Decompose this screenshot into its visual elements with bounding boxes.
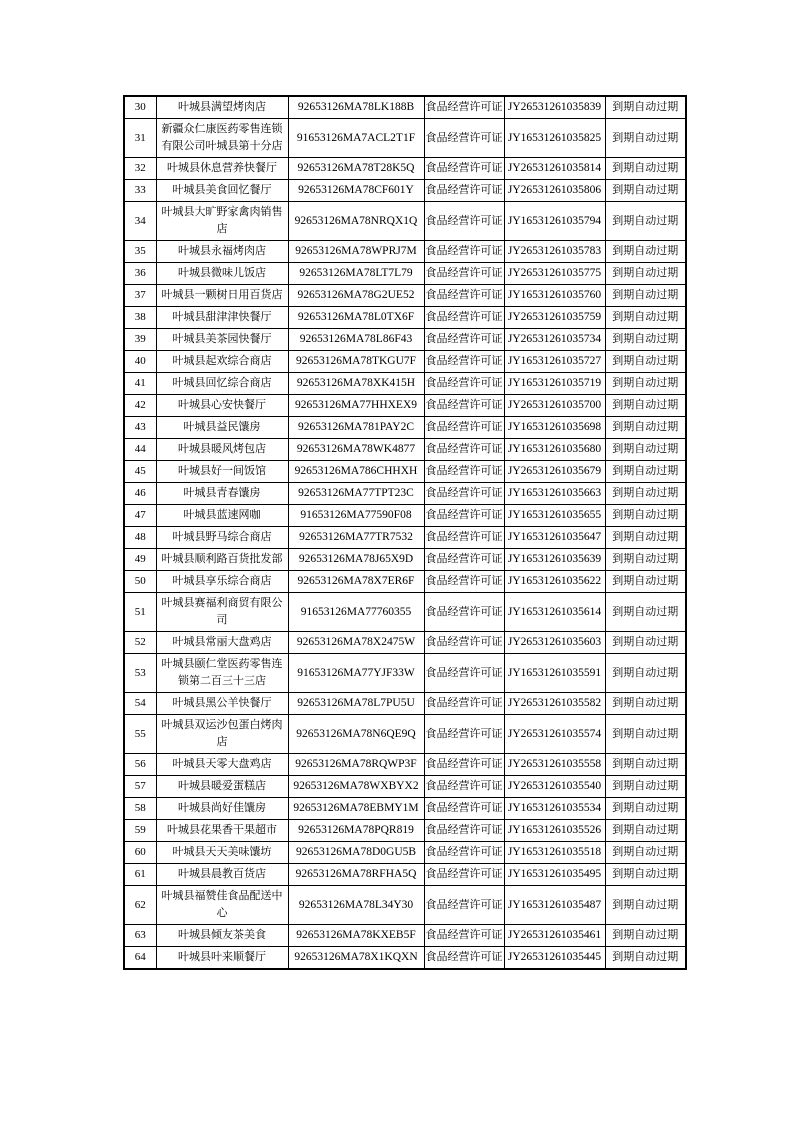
cell-license-type: 食品经营许可证 xyxy=(424,549,504,571)
cell-status: 到期自动过期 xyxy=(605,351,686,373)
cell-license-number: JY16531261035698 xyxy=(504,417,605,439)
business-license-table xyxy=(123,95,687,970)
cell-row-number: 32 xyxy=(124,158,156,180)
cell-status: 到期自动过期 xyxy=(605,925,686,947)
cell-license-type: 食品经营许可证 xyxy=(424,96,504,119)
table-row xyxy=(124,632,686,654)
table-row xyxy=(124,329,686,351)
cell-status: 到期自动过期 xyxy=(605,461,686,483)
cell-row-number: 46 xyxy=(124,483,156,505)
table-row xyxy=(124,754,686,776)
cell-license-number: JY16531261035719 xyxy=(504,373,605,395)
cell-row-number: 41 xyxy=(124,373,156,395)
cell-license-type: 食品经营许可证 xyxy=(424,632,504,654)
cell-business-name: 叶城县顺利路百货批发部 xyxy=(156,549,288,571)
cell-credit-code: 92653126MA78TKGU7F xyxy=(288,351,424,373)
cell-business-name: 叶城县微味儿饭店 xyxy=(156,263,288,285)
cell-status: 到期自动过期 xyxy=(605,654,686,693)
cell-license-number: JY16531261035655 xyxy=(504,505,605,527)
cell-status: 到期自动过期 xyxy=(605,395,686,417)
cell-row-number: 50 xyxy=(124,571,156,593)
table-row xyxy=(124,417,686,439)
cell-credit-code: 92653126MA78X7ER6F xyxy=(288,571,424,593)
table-row xyxy=(124,886,686,925)
cell-business-name: 叶城县回忆综合商店 xyxy=(156,373,288,395)
table-row xyxy=(124,263,686,285)
table-row xyxy=(124,820,686,842)
cell-credit-code: 91653126MA77590F08 xyxy=(288,505,424,527)
cell-business-name: 叶城县蓝速网咖 xyxy=(156,505,288,527)
cell-status: 到期自动过期 xyxy=(605,693,686,715)
cell-business-name: 叶城县福赞佳食品配送中心 xyxy=(156,886,288,925)
cell-row-number: 43 xyxy=(124,417,156,439)
cell-credit-code: 92653126MA78RFHA5Q xyxy=(288,864,424,886)
cell-business-name: 叶城县心安快餐厅 xyxy=(156,395,288,417)
cell-credit-code: 92653126MA78L34Y30 xyxy=(288,886,424,925)
cell-business-name: 叶城县满望烤肉店 xyxy=(156,96,288,119)
cell-row-number: 57 xyxy=(124,776,156,798)
cell-status: 到期自动过期 xyxy=(605,96,686,119)
cell-row-number: 64 xyxy=(124,947,156,970)
cell-business-name: 叶城县美茶园快餐厅 xyxy=(156,329,288,351)
cell-row-number: 51 xyxy=(124,593,156,632)
table-row xyxy=(124,285,686,307)
cell-license-number: JY16531261035727 xyxy=(504,351,605,373)
table-row xyxy=(124,505,686,527)
cell-status: 到期自动过期 xyxy=(605,202,686,241)
cell-status: 到期自动过期 xyxy=(605,864,686,886)
cell-row-number: 47 xyxy=(124,505,156,527)
table-row xyxy=(124,439,686,461)
cell-status: 到期自动过期 xyxy=(605,329,686,351)
cell-credit-code: 92653126MA77TPT23C xyxy=(288,483,424,505)
table-row xyxy=(124,373,686,395)
table-row xyxy=(124,202,686,241)
cell-row-number: 35 xyxy=(124,241,156,263)
table-row xyxy=(124,527,686,549)
cell-business-name: 叶城县倾友茶美食 xyxy=(156,925,288,947)
cell-license-type: 食品经营许可证 xyxy=(424,158,504,180)
cell-license-type: 食品经营许可证 xyxy=(424,439,504,461)
cell-license-type: 食品经营许可证 xyxy=(424,119,504,158)
cell-business-name: 叶城县尚好佳馕房 xyxy=(156,798,288,820)
cell-license-number: JY26531261035775 xyxy=(504,263,605,285)
cell-status: 到期自动过期 xyxy=(605,886,686,925)
cell-status: 到期自动过期 xyxy=(605,180,686,202)
cell-row-number: 54 xyxy=(124,693,156,715)
cell-license-type: 食品经营许可证 xyxy=(424,307,504,329)
cell-status: 到期自动过期 xyxy=(605,798,686,820)
cell-credit-code: 92653126MA78X2475W xyxy=(288,632,424,654)
cell-license-type: 食品经营许可证 xyxy=(424,593,504,632)
table-body xyxy=(124,96,686,969)
cell-credit-code: 92653126MA786CHHXH xyxy=(288,461,424,483)
cell-license-type: 食品经营许可证 xyxy=(424,241,504,263)
cell-row-number: 55 xyxy=(124,715,156,754)
cell-license-type: 食品经营许可证 xyxy=(424,925,504,947)
cell-business-name: 叶城县黑公羊快餐厅 xyxy=(156,693,288,715)
cell-row-number: 53 xyxy=(124,654,156,693)
cell-license-number: JY26531261035558 xyxy=(504,754,605,776)
cell-license-number: JY26531261035603 xyxy=(504,632,605,654)
cell-business-name: 叶城县好一间饭馆 xyxy=(156,461,288,483)
cell-row-number: 49 xyxy=(124,549,156,571)
cell-license-type: 食品经营许可证 xyxy=(424,285,504,307)
cell-row-number: 60 xyxy=(124,842,156,864)
table-row xyxy=(124,549,686,571)
cell-row-number: 56 xyxy=(124,754,156,776)
cell-license-type: 食品经营许可证 xyxy=(424,329,504,351)
cell-business-name: 叶城县赛福利商贸有限公司 xyxy=(156,593,288,632)
cell-row-number: 39 xyxy=(124,329,156,351)
cell-row-number: 30 xyxy=(124,96,156,119)
cell-credit-code: 92653126MA78LT7L79 xyxy=(288,263,424,285)
cell-license-type: 食品经营许可证 xyxy=(424,180,504,202)
cell-license-number: JY26531261035734 xyxy=(504,329,605,351)
cell-business-name: 叶城县休息营养快餐厅 xyxy=(156,158,288,180)
cell-credit-code: 92653126MA78J65X9D xyxy=(288,549,424,571)
cell-credit-code: 91653126MA77760355 xyxy=(288,593,424,632)
cell-status: 到期自动过期 xyxy=(605,527,686,549)
cell-business-name: 叶城县大旷野家禽肉销售店 xyxy=(156,202,288,241)
cell-row-number: 36 xyxy=(124,263,156,285)
cell-license-number: JY16531261035591 xyxy=(504,654,605,693)
cell-license-type: 食品经营许可证 xyxy=(424,263,504,285)
table-row xyxy=(124,483,686,505)
cell-row-number: 34 xyxy=(124,202,156,241)
cell-license-number: JY16531261035622 xyxy=(504,571,605,593)
cell-credit-code: 92653126MA78PQR819 xyxy=(288,820,424,842)
cell-credit-code: 91653126MA77YJF33W xyxy=(288,654,424,693)
cell-row-number: 48 xyxy=(124,527,156,549)
cell-status: 到期自动过期 xyxy=(605,632,686,654)
cell-row-number: 59 xyxy=(124,820,156,842)
cell-credit-code: 92653126MA78WPRJ7M xyxy=(288,241,424,263)
cell-license-number: JY26531261035574 xyxy=(504,715,605,754)
cell-status: 到期自动过期 xyxy=(605,158,686,180)
cell-row-number: 61 xyxy=(124,864,156,886)
cell-status: 到期自动过期 xyxy=(605,241,686,263)
cell-credit-code: 92653126MA78LK188B xyxy=(288,96,424,119)
cell-license-number: JY16531261035663 xyxy=(504,483,605,505)
cell-license-type: 食品经营许可证 xyxy=(424,947,504,970)
cell-license-number: JY16531261035526 xyxy=(504,820,605,842)
cell-status: 到期自动过期 xyxy=(605,571,686,593)
cell-license-number: JY26531261035679 xyxy=(504,461,605,483)
cell-credit-code: 92653126MA78XK415H xyxy=(288,373,424,395)
cell-business-name: 叶城县天天美味馕坊 xyxy=(156,842,288,864)
cell-status: 到期自动过期 xyxy=(605,439,686,461)
cell-row-number: 62 xyxy=(124,886,156,925)
cell-license-type: 食品经营许可证 xyxy=(424,395,504,417)
table-row xyxy=(124,241,686,263)
cell-license-number: JY16531261035534 xyxy=(504,798,605,820)
cell-row-number: 45 xyxy=(124,461,156,483)
cell-license-number: JY16531261035647 xyxy=(504,527,605,549)
cell-license-type: 食品经营许可证 xyxy=(424,527,504,549)
cell-row-number: 38 xyxy=(124,307,156,329)
cell-license-type: 食品经营许可证 xyxy=(424,417,504,439)
cell-license-type: 食品经营许可证 xyxy=(424,798,504,820)
cell-status: 到期自动过期 xyxy=(605,285,686,307)
table-row xyxy=(124,96,686,119)
cell-status: 到期自动过期 xyxy=(605,715,686,754)
table-row xyxy=(124,654,686,693)
cell-license-number: JY16531261035825 xyxy=(504,119,605,158)
cell-credit-code: 92653126MA77TR7532 xyxy=(288,527,424,549)
cell-status: 到期自动过期 xyxy=(605,842,686,864)
table-row xyxy=(124,158,686,180)
cell-license-type: 食品经营许可证 xyxy=(424,505,504,527)
table-row xyxy=(124,351,686,373)
cell-license-type: 食品经营许可证 xyxy=(424,461,504,483)
cell-license-type: 食品经营许可证 xyxy=(424,483,504,505)
cell-business-name: 叶城县双运沙包蛋白烤肉店 xyxy=(156,715,288,754)
cell-credit-code: 92653126MA77HHXEX9 xyxy=(288,395,424,417)
cell-business-name: 叶城县叶来顺餐厅 xyxy=(156,947,288,970)
cell-business-name: 叶城县晨教百货店 xyxy=(156,864,288,886)
table-row xyxy=(124,180,686,202)
cell-row-number: 44 xyxy=(124,439,156,461)
cell-business-name: 叶城县颐仁堂医药零售连锁第二百三十三店 xyxy=(156,654,288,693)
cell-license-number: JY16531261035495 xyxy=(504,864,605,886)
cell-credit-code: 92653126MA78N6QE9Q xyxy=(288,715,424,754)
cell-row-number: 58 xyxy=(124,798,156,820)
cell-license-type: 食品经营许可证 xyxy=(424,886,504,925)
cell-status: 到期自动过期 xyxy=(605,483,686,505)
cell-license-type: 食品经营许可证 xyxy=(424,820,504,842)
table-row xyxy=(124,776,686,798)
cell-row-number: 63 xyxy=(124,925,156,947)
cell-license-number: JY26531261035839 xyxy=(504,96,605,119)
cell-license-number: JY16531261035794 xyxy=(504,202,605,241)
cell-license-type: 食品经营许可证 xyxy=(424,776,504,798)
cell-status: 到期自动过期 xyxy=(605,820,686,842)
table-row xyxy=(124,461,686,483)
cell-business-name: 叶城县美食回忆餐厅 xyxy=(156,180,288,202)
cell-business-name: 叶城县野马综合商店 xyxy=(156,527,288,549)
cell-business-name: 叶城县益民馕房 xyxy=(156,417,288,439)
cell-license-number: JY26531261035700 xyxy=(504,395,605,417)
table-row xyxy=(124,571,686,593)
table-row xyxy=(124,693,686,715)
table-row xyxy=(124,395,686,417)
cell-business-name: 叶城县常丽大盘鸡店 xyxy=(156,632,288,654)
table-row xyxy=(124,864,686,886)
cell-business-name: 叶城县一颗树日用百货店 xyxy=(156,285,288,307)
cell-license-number: JY26531261035783 xyxy=(504,241,605,263)
table-row xyxy=(124,119,686,158)
cell-business-name: 叶城县享乐综合商店 xyxy=(156,571,288,593)
cell-status: 到期自动过期 xyxy=(605,549,686,571)
cell-status: 到期自动过期 xyxy=(605,776,686,798)
cell-row-number: 33 xyxy=(124,180,156,202)
cell-credit-code: 92653126MA78WK4877 xyxy=(288,439,424,461)
cell-license-number: JY16531261035518 xyxy=(504,842,605,864)
table-row xyxy=(124,842,686,864)
cell-license-number: JY26531261035814 xyxy=(504,158,605,180)
cell-business-name: 新疆众仁康医药零售连锁有限公司叶城县第十分店 xyxy=(156,119,288,158)
table-row xyxy=(124,798,686,820)
cell-business-name: 叶城县永福烤肉店 xyxy=(156,241,288,263)
cell-row-number: 40 xyxy=(124,351,156,373)
table-row xyxy=(124,947,686,970)
cell-license-type: 食品经营许可证 xyxy=(424,373,504,395)
cell-credit-code: 92653126MA78L7PU5U xyxy=(288,693,424,715)
cell-row-number: 42 xyxy=(124,395,156,417)
cell-credit-code: 92653126MA78D0GU5B xyxy=(288,842,424,864)
cell-row-number: 31 xyxy=(124,119,156,158)
cell-license-number: JY26531261035445 xyxy=(504,947,605,970)
table-row xyxy=(124,593,686,632)
cell-license-type: 食品经营许可证 xyxy=(424,754,504,776)
cell-business-name: 叶城县青春馕房 xyxy=(156,483,288,505)
cell-credit-code: 92653126MA78L0TX6F xyxy=(288,307,424,329)
cell-business-name: 叶城县甜津津快餐厅 xyxy=(156,307,288,329)
cell-status: 到期自动过期 xyxy=(605,947,686,970)
cell-license-type: 食品经营许可证 xyxy=(424,693,504,715)
cell-credit-code: 92653126MA78NRQX1Q xyxy=(288,202,424,241)
cell-credit-code: 92653126MA781PAY2C xyxy=(288,417,424,439)
cell-license-number: JY26531261035759 xyxy=(504,307,605,329)
cell-credit-code: 92653126MA78X1KQXN xyxy=(288,947,424,970)
cell-status: 到期自动过期 xyxy=(605,263,686,285)
cell-business-name: 叶城县暖风烤包店 xyxy=(156,439,288,461)
cell-license-type: 食品经营许可证 xyxy=(424,842,504,864)
cell-status: 到期自动过期 xyxy=(605,417,686,439)
cell-license-number: JY26531261035540 xyxy=(504,776,605,798)
cell-license-number: JY16531261035760 xyxy=(504,285,605,307)
table-row xyxy=(124,307,686,329)
cell-license-number: JY26531261035806 xyxy=(504,180,605,202)
cell-status: 到期自动过期 xyxy=(605,373,686,395)
cell-license-number: JY16531261035639 xyxy=(504,549,605,571)
cell-row-number: 52 xyxy=(124,632,156,654)
cell-license-type: 食品经营许可证 xyxy=(424,202,504,241)
cell-row-number: 37 xyxy=(124,285,156,307)
cell-license-type: 食品经营许可证 xyxy=(424,351,504,373)
cell-credit-code: 92653126MA78T28K5Q xyxy=(288,158,424,180)
cell-credit-code: 92653126MA78KXEB5F xyxy=(288,925,424,947)
cell-license-number: JY26531261035582 xyxy=(504,693,605,715)
cell-credit-code: 92653126MA78EBMY1M xyxy=(288,798,424,820)
cell-business-name: 叶城县花果香干果超市 xyxy=(156,820,288,842)
cell-credit-code: 92653126MA78L86F43 xyxy=(288,329,424,351)
cell-license-number: JY16531261035680 xyxy=(504,439,605,461)
cell-credit-code: 91653126MA7ACL2T1F xyxy=(288,119,424,158)
table-row xyxy=(124,715,686,754)
cell-credit-code: 92653126MA78CF601Y xyxy=(288,180,424,202)
cell-license-type: 食品经营许可证 xyxy=(424,715,504,754)
cell-license-number: JY16531261035614 xyxy=(504,593,605,632)
table-row xyxy=(124,925,686,947)
cell-status: 到期自动过期 xyxy=(605,307,686,329)
cell-credit-code: 92653126MA78WXBYX2 xyxy=(288,776,424,798)
cell-status: 到期自动过期 xyxy=(605,119,686,158)
cell-license-number: JY16531261035487 xyxy=(504,886,605,925)
cell-license-type: 食品经营许可证 xyxy=(424,654,504,693)
cell-credit-code: 92653126MA78G2UE52 xyxy=(288,285,424,307)
cell-business-name: 叶城县暖爱蛋糕店 xyxy=(156,776,288,798)
cell-business-name: 叶城县起欢综合商店 xyxy=(156,351,288,373)
cell-status: 到期自动过期 xyxy=(605,754,686,776)
cell-credit-code: 92653126MA78RQWP3F xyxy=(288,754,424,776)
cell-business-name: 叶城县天零大盘鸡店 xyxy=(156,754,288,776)
cell-license-type: 食品经营许可证 xyxy=(424,571,504,593)
cell-license-type: 食品经营许可证 xyxy=(424,864,504,886)
cell-license-number: JY26531261035461 xyxy=(504,925,605,947)
cell-status: 到期自动过期 xyxy=(605,593,686,632)
cell-status: 到期自动过期 xyxy=(605,505,686,527)
